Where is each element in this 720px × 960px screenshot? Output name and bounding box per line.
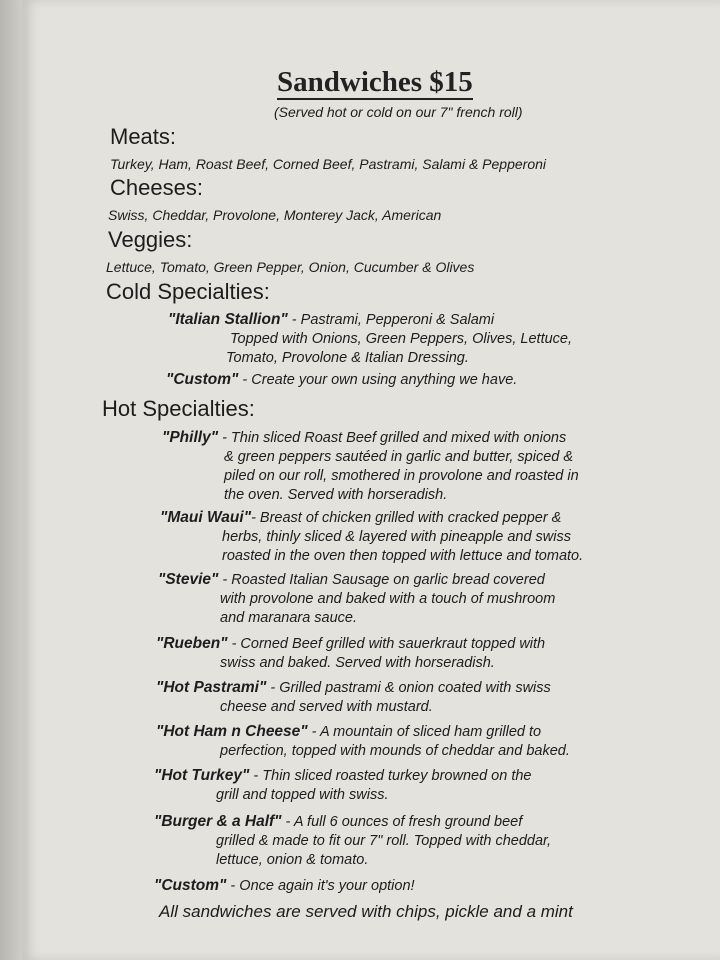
item-description: - Once again it's your option! — [226, 878, 415, 894]
menu-item-hot-ham-n-cheese — [156, 722, 570, 761]
category-meats-items: Turkey, Ham, Roast Beef, Corned Beef, Pastrami, Salami & Pepperoni — [110, 156, 547, 172]
item-name: "Custom" — [154, 877, 227, 894]
item-description: - A mountain of sliced ham grilled to — [307, 724, 542, 740]
item-description-cont: roasted in the oven then topped with lettuce and tomato. — [222, 548, 584, 564]
item-description: - Create your own using anything we have. — [238, 372, 518, 388]
category-veggies-items: Lettuce, Tomato, Green Pepper, Onion, Cucumber & Olives — [106, 259, 475, 275]
item-description: - A full 6 ounces of fresh ground beef — [281, 814, 523, 830]
menu-item-custom-cold — [166, 370, 517, 390]
menu-item-philly — [162, 428, 579, 505]
menu-item-maui-waui — [160, 508, 583, 566]
item-name: "Hot Pastrami" — [156, 679, 267, 696]
item-name: "Hot Turkey" — [154, 767, 250, 784]
item-description-cont: piled on our roll, smothered in provolone and roasted in — [224, 468, 579, 484]
item-description: - Corned Beef grilled with sauerkraut topped with — [227, 636, 546, 652]
item-name: "Italian Stallion" — [168, 311, 288, 328]
item-description-cont: grill and topped with swiss. — [216, 787, 389, 803]
item-description-cont: with provolone and baked with a touch of mushroom — [220, 591, 556, 607]
item-name: "Philly" — [162, 429, 219, 446]
hot-specialties-heading: Hot Specialties: — [102, 396, 255, 421]
item-description-cont: lettuce, onion & tomato. — [216, 852, 369, 868]
item-name: "Maui Waui" — [160, 509, 252, 526]
menu-item-italian-stallion — [168, 310, 572, 368]
item-description: - Roasted Italian Sausage on garlic bread covered — [218, 572, 545, 588]
item-description: - Breast of chicken grilled with cracked pepper & — [251, 510, 562, 526]
category-veggies-label: Veggies: — [108, 227, 193, 252]
menu-item-burger-and-a-half — [154, 812, 551, 870]
category-meats-label: Meats: — [110, 124, 177, 149]
menu-item-hot-turkey — [154, 766, 531, 805]
page-subtitle: (Served hot or cold on our 7" french roll) — [274, 104, 523, 120]
item-description: - Thin sliced Roast Beef grilled and mixed with onions — [218, 430, 567, 446]
page-title: Sandwiches $15 — [277, 66, 473, 98]
item-description: - Thin sliced roasted turkey browned on the — [249, 768, 532, 784]
item-description-cont: cheese and served with mustard. — [220, 699, 433, 715]
item-description-cont: perfection, topped with mounds of cheddar and baked. — [220, 743, 570, 759]
item-description: - Pastrami, Pepperoni & Salami — [287, 312, 495, 328]
item-name: "Rueben" — [156, 635, 228, 652]
item-name: "Burger & a Half" — [154, 813, 282, 830]
item-name: "Hot Ham n Cheese" — [156, 723, 308, 740]
item-description-cont: Tomato, Provolone & Italian Dressing. — [226, 350, 469, 366]
item-description-cont: the oven. Served with horseradish. — [224, 487, 448, 503]
item-description-cont: herbs, thinly sliced & layered with pineapple and swiss — [222, 529, 571, 545]
item-description-cont: & green peppers sautéed in garlic and butter, spiced & — [224, 449, 574, 465]
menu-item-custom-hot — [154, 876, 415, 896]
item-description: - Grilled pastrami & onion coated with swiss — [266, 680, 551, 696]
item-name: "Custom" — [166, 371, 239, 388]
item-description-cont: swiss and baked. Served with horseradish. — [220, 655, 495, 671]
category-cheeses-items: Swiss, Cheddar, Provolone, Monterey Jack, American — [108, 207, 442, 223]
footer-note: All sandwiches are served with chips, pickle and a mint — [159, 902, 573, 921]
item-name: "Stevie" — [158, 571, 219, 588]
category-cheeses-label: Cheeses: — [110, 175, 203, 200]
item-description-cont: grilled & made to fit our 7" roll. Topped with cheddar, — [216, 833, 552, 849]
menu-item-stevie — [158, 570, 555, 628]
menu-page — [22, 0, 720, 960]
cold-specialties-heading: Cold Specialties: — [106, 279, 270, 304]
item-description-cont: Topped with Onions, Green Peppers, Olives, Lettuce, — [230, 331, 573, 347]
binder-edge — [0, 0, 22, 960]
menu-item-rueben — [156, 634, 545, 673]
item-description-cont: and maranara sauce. — [220, 610, 358, 626]
menu-item-hot-pastrami — [156, 678, 551, 717]
